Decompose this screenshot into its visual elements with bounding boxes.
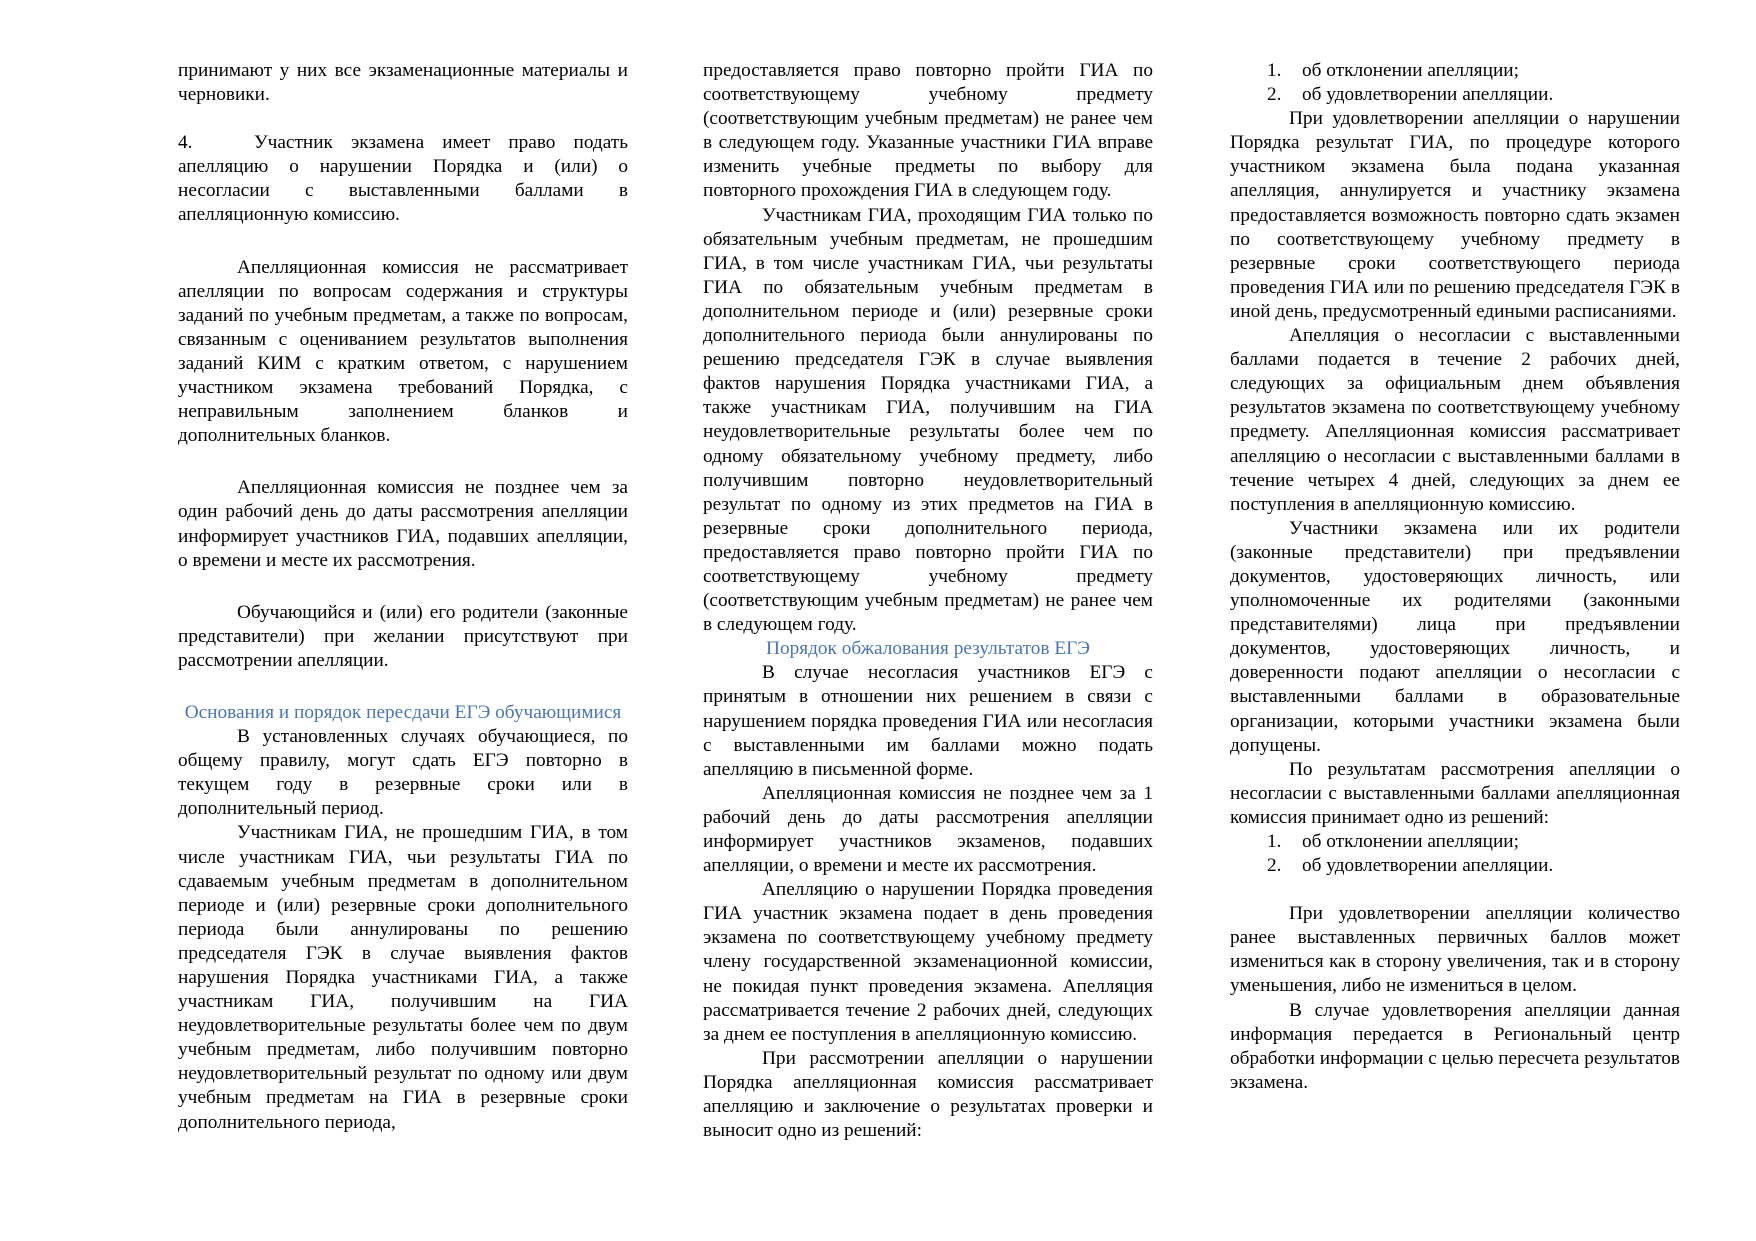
paragraph: При удовлетворении апелляции о нарушении Порядка результат ГИА, по процедуре которого участником экзамена была подана указанная апелляция, аннулируется и участнику экзамена предоставляется возможность повторно сдать экзамен по соответствующему учебному предмету в резервные сроки соответствующего периода проведения ГИА или по решению председателя ГЭК в иной день, предусмотренный едиными расписаниями. <box>1230 108 1680 322</box>
list-number: 2. <box>1267 855 1282 877</box>
list-text: об отклонении апелляции; <box>1302 831 1519 852</box>
paragraph: Апелляция о несогласии с выставленными баллами подается в течение 2 рабочих дней, следующих за официальным днем объявления результатов экзамена по соответствующему учебному предмету. Апелляционная комиссия рассматривает апелляцию о несогласии с выставленными баллами в течение четырех 4 дней, следующих за днем ее поступления в апелляционную комиссию. <box>1230 325 1680 515</box>
list-item <box>1230 854 1680 878</box>
numbered-paragraph <box>178 131 628 227</box>
decision-list <box>1230 830 1680 878</box>
list-item <box>1230 59 1680 83</box>
list-number: 1. <box>1267 60 1282 81</box>
paragraph: Апелляционная комиссия не позднее чем за один рабочий день до даты рассмотрения апелляции информирует участников ГИА, подавших апелляции, о времени и месте их рассмотрения. <box>178 477 628 571</box>
paragraph: предоставляется право повторно пройти ГИА по соответствующему учебному предмету (соответствующим учебным предметам) не ранее чем в следующем году. Указанные участники ГИА вправе изменить учебные предметы по выбору для повторного прохождения ГИА в следующем году. <box>703 60 1153 202</box>
column-left <box>178 59 628 1135</box>
decision-list <box>1230 59 1680 107</box>
list-text: об отклонении апелляции; <box>1302 60 1519 81</box>
list-number: 2. <box>1267 84 1282 106</box>
paragraph: Апелляционная комиссия не рассматривает апелляции по вопросам содержания и структуры заданий по учебным предметам, а также по вопросам, связанным с оцениванием результатов выполнения заданий КИМ с кратким ответом, с нарушением участником экзамена требований Порядка, с неправильным заполнением бланков и дополнительных бланков. <box>178 256 628 447</box>
paragraph: Участникам ГИА, не прошедшим ГИА, в том числе участникам ГИА, чьи результаты ГИА по сдаваемым учебным предметам в дополнительном периоде и (или) резервные сроки дополнительного периода были аннулированы по решению председателя ГЭК в случае выявления фактов нарушения Порядка участниками ГИА, а также участникам ГИА, получившим на ГИА неудовлетворительные результаты более чем по двум учебным предметам, либо получившим повторно неудовлетворительный результат по одному или двум учебным предметам на ГИА в резервные сроки дополнительного периода, <box>178 822 628 1133</box>
list-item <box>1230 830 1680 854</box>
paragraph: Апелляцию о нарушении Порядка проведения ГИА участник экзамена подает в день проведения экзамена по соответствующему учебному предмету члену государственной экзаменационной комиссии, не покидая пункт проведения экзамена. Апелляция рассматривается течение 2 рабочих дней, следующих за днем ее поступления в апелляционную комиссию. <box>703 879 1153 1045</box>
list-item <box>1230 83 1680 107</box>
paragraph: В случае несогласия участников ЕГЭ с принятым в отношении них решением в связи с нарушением порядка проведения ГИА или несогласия с выставленными им баллами можно подать апелляцию в письменной форме. <box>703 662 1153 780</box>
paragraph: В случае удовлетворения апелляции данная информация передается в Региональный центр обработки информации с целью пересчета результатов экзамена. <box>1230 999 1680 1093</box>
paragraph: Обучающийся и (или) его родители (законные представители) при желании присутствуют при рассмотрении апелляции. <box>178 601 628 671</box>
item-text: Участник экзамена имеет право подать апелляцию о нарушении Порядка и (или) о несогласии с выставленными баллами в апелляционную комиссию. <box>178 132 628 226</box>
paragraph: При рассмотрении апелляции о нарушении Порядка апелляционная комиссия рассматривает апелляцию и заключение о результатах проверки и выносит одно из решений: <box>703 1047 1153 1142</box>
paragraph: принимают у них все экзаменационные материалы и черновики. <box>178 60 628 106</box>
paragraph: При удовлетворении апелляции количество ранее выставленных первичных баллов может измениться как в сторону увеличения, так и в сторону уменьшения, либо не измениться в целом. <box>1230 903 1680 997</box>
section-heading: Порядок обжалования результатов ЕГЭ <box>766 638 1090 660</box>
paragraph: В установленных случаях обучающиеся, по общему правилу, могут сдать ЕГЭ повторно в текущем году в резервные сроки или в дополнительный период. <box>178 726 628 820</box>
list-text: об удовлетворении апелляции. <box>1302 855 1554 877</box>
column-middle <box>703 59 1153 1143</box>
list-text: об удовлетворении апелляции. <box>1302 84 1554 106</box>
section-heading: Основания и порядок пересдачи ЕГЭ обучающимися <box>184 701 622 723</box>
paragraph: Апелляционная комиссия не позднее чем за 1 рабочий день до даты рассмотрения апелляции информирует участников экзаменов, подавших апелляции, о времени и месте их рассмотрения. <box>703 782 1153 877</box>
list-number: 1. <box>1267 831 1282 852</box>
paragraph: По результатам рассмотрения апелляции о несогласии с выставленными баллами апелляционная комиссия принимает одно из решений: <box>1230 758 1680 828</box>
paragraph: Участники экзамена или их родители (законные представители) при предъявлении документов, удостоверяющих личность, или уполномоченные их родителями (законными представителями) лица при предъявлении документов, удостоверяющих личность, и доверенности подают апелляции о несогласии с выставленными баллами в образовательные организации, которыми участники экзамена были допущены. <box>1230 517 1680 756</box>
paragraph: Участникам ГИА, проходящим ГИА только по обязательным учебным предметам, не прошедшим ГИА, в том числе участникам ГИА, чьи результаты ГИА по обязательным учебным предметам в дополнительном периоде и (или) резервные сроки дополнительного периода были аннулированы по решению председателя ГЭК в случае выявления фактов нарушения Порядка участниками ГИА, а также участникам ГИА, получившим на ГИА неудовлетворительные результаты более чем по одному обязательному учебному предмету, либо получившим повторно неудовлетворительный результат по одному из этих предметов на ГИА в резервные сроки дополнительного периода, предоставляется право повторно пройти ГИА по соответствующему учебному предмету (соответствующим учебным предметам) не ранее чем в следующем году. <box>703 204 1153 636</box>
item-number: 4. <box>178 132 193 154</box>
column-right <box>1230 59 1680 1095</box>
